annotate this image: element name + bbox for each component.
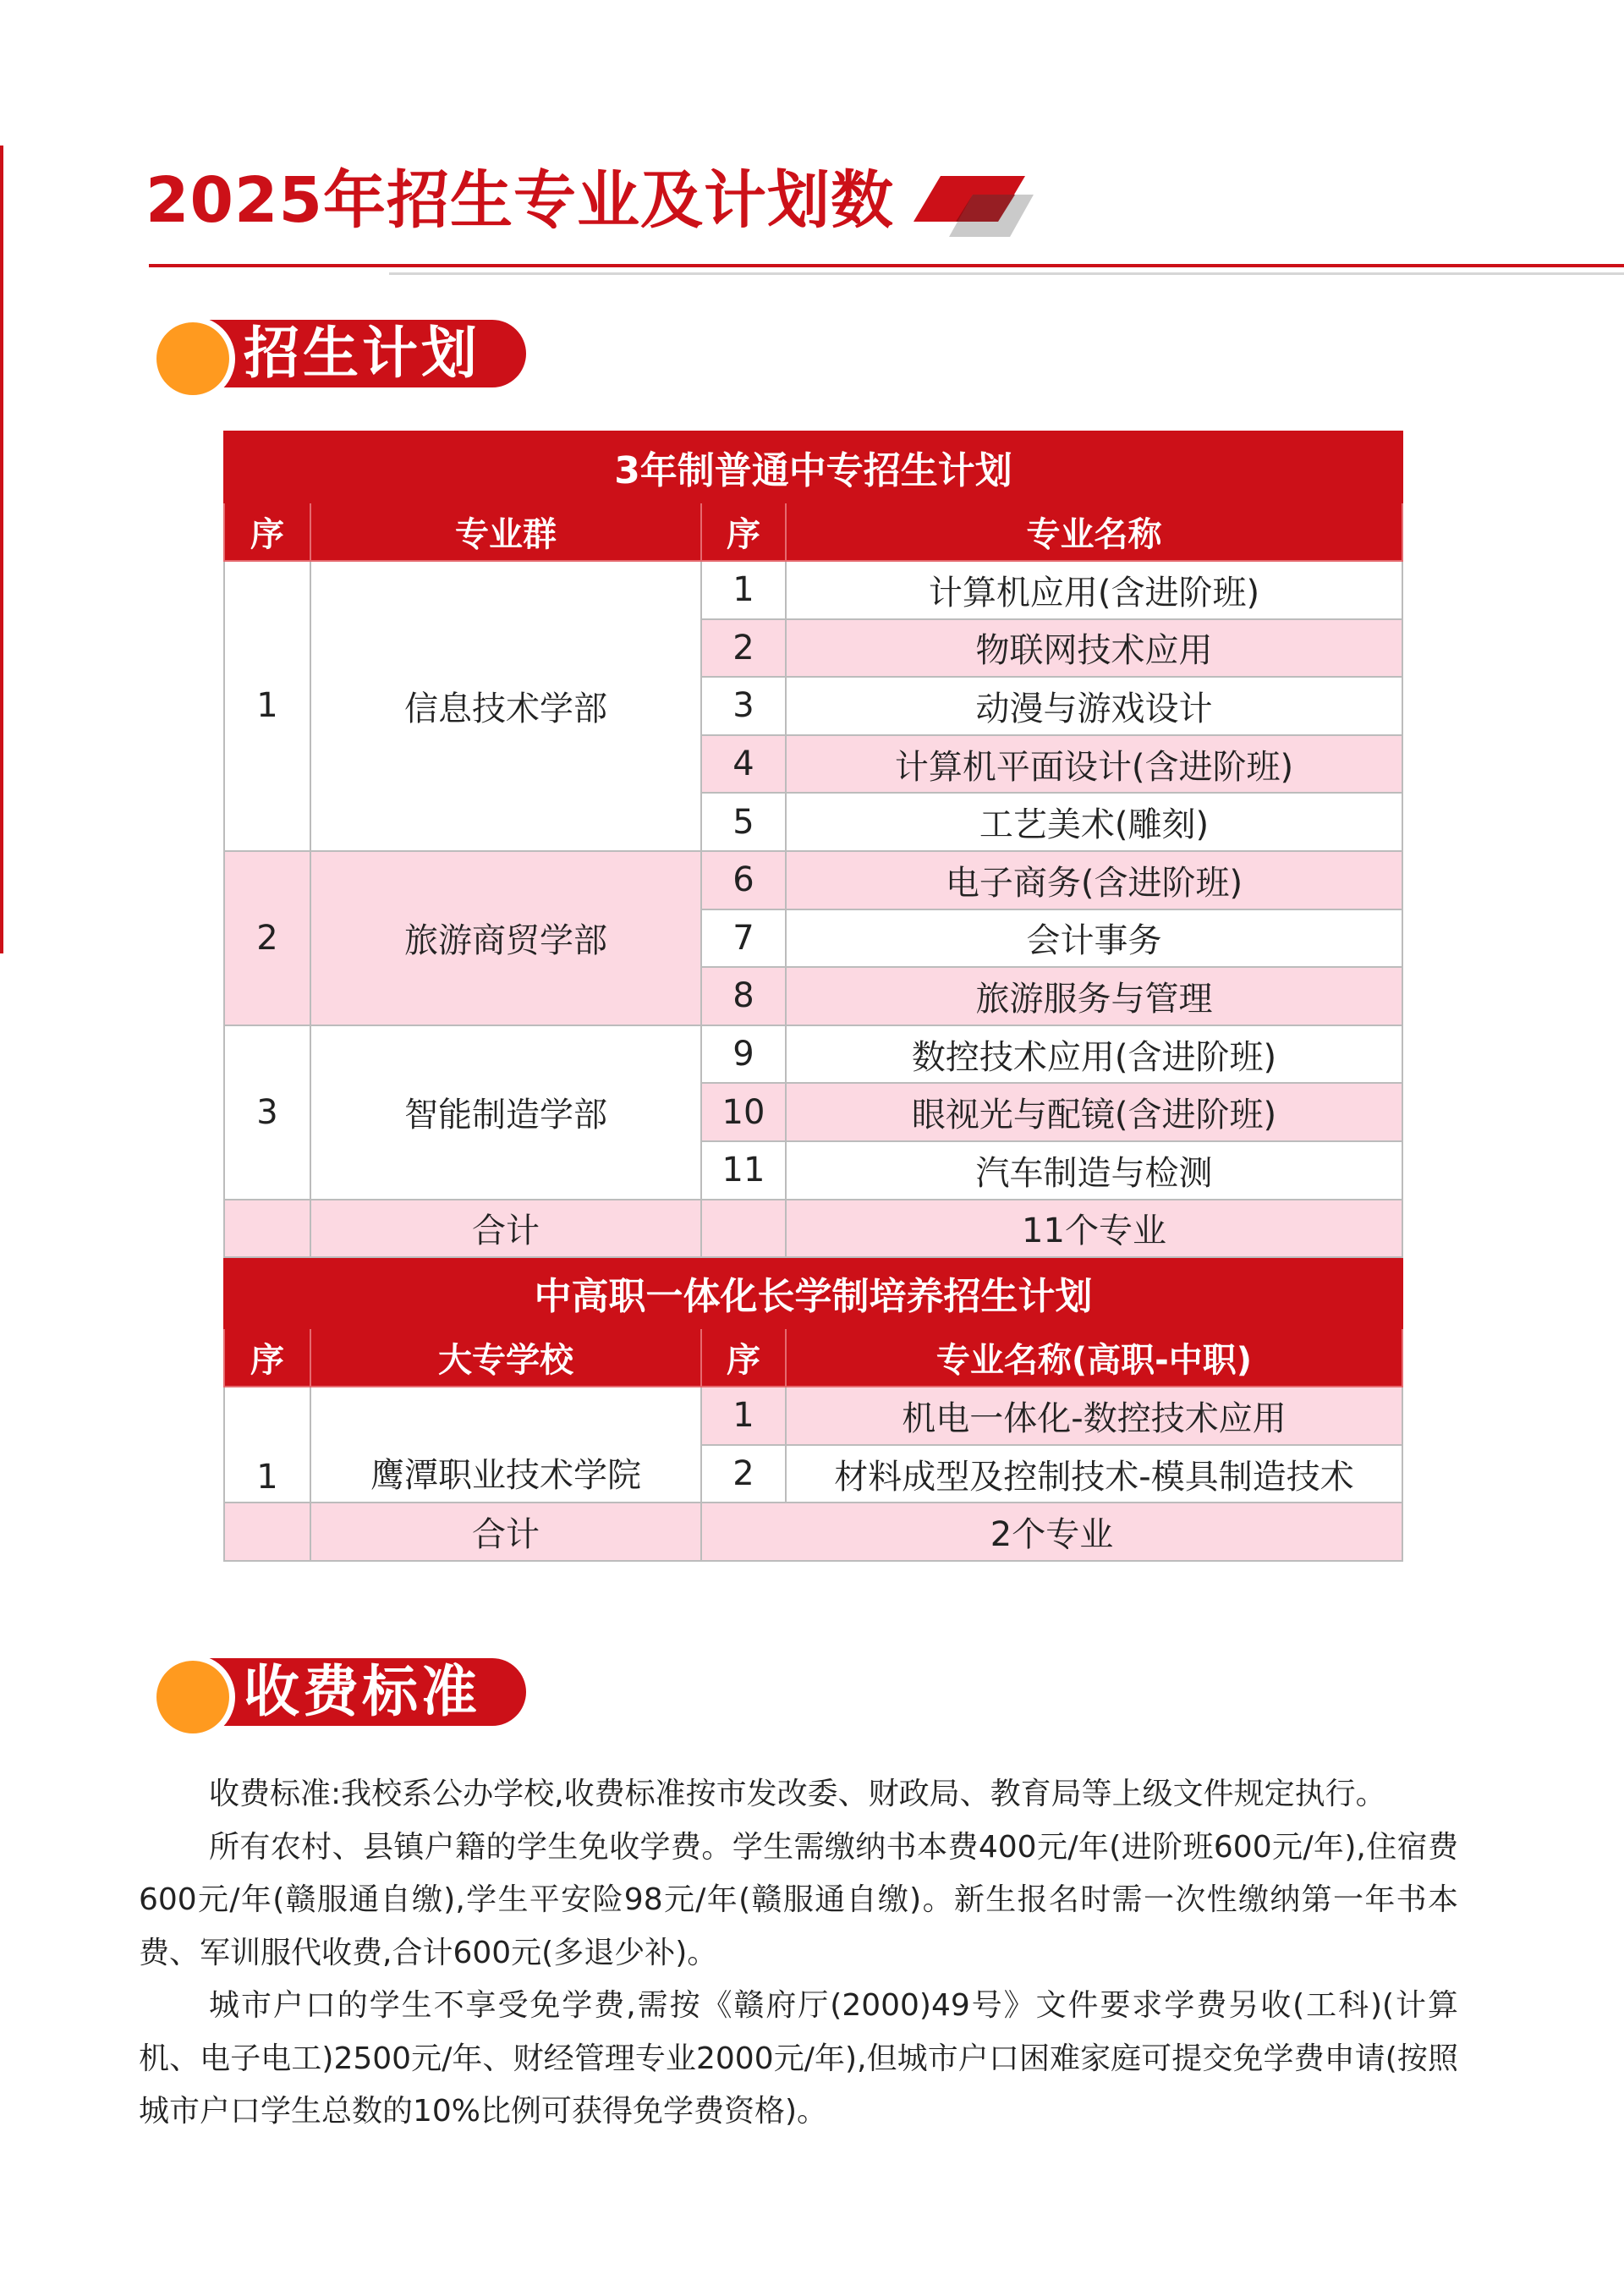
column-header: 序 (701, 503, 786, 561)
total-label: 合计 (310, 1200, 701, 1258)
enrollment-plan-table (223, 431, 1403, 1562)
major-name: 眼视光与配镜(含进阶班) (786, 1083, 1402, 1141)
fees-paragraph: 所有农村、县镇户籍的学生免收学费。学生需缴纳书本费400元/年(进阶班600元/年),住宿费600元/年(赣服通自缴),学生平安险98元/年(赣服通自缴)。新生报名时需一次性缴纳第一年书本费、军训服代收费,合计600元(多退少补)。 (139, 1829, 1458, 1970)
table2-title-row (224, 1257, 1402, 1328)
major-number: 9 (701, 1025, 786, 1084)
bullet-circle-icon (151, 1655, 235, 1739)
major-name: 电子商务(含进阶班) (786, 851, 1402, 909)
table2-header-row (224, 1328, 1402, 1387)
group-name: 旅游商贸学部 (310, 851, 701, 1025)
column-header: 专业群 (310, 503, 701, 561)
table1-total-row (224, 1200, 1402, 1258)
major-name: 机电一体化-数控技术应用 (786, 1387, 1402, 1445)
table-row (224, 1387, 1402, 1445)
major-name: 计算机平面设计(含进阶班) (786, 735, 1402, 794)
major-name: 会计事务 (786, 909, 1402, 968)
empty-cell (224, 1200, 310, 1258)
major-name: 动漫与游戏设计 (786, 677, 1402, 735)
table1-header-row (224, 503, 1402, 561)
major-number: 8 (701, 967, 786, 1025)
table-row (224, 851, 1402, 909)
bullet-circle-icon (151, 316, 235, 401)
major-number: 11 (701, 1141, 786, 1200)
title-underline-shadow (389, 272, 1624, 275)
major-number: 1 (701, 561, 786, 619)
major-number: 7 (701, 909, 786, 968)
title-underline (149, 264, 1624, 267)
group-name: 智能制造学部 (310, 1025, 701, 1200)
table1-title-row (224, 431, 1402, 503)
major-name: 旅游服务与管理 (786, 967, 1402, 1025)
empty-cell (701, 1200, 786, 1258)
major-name: 物联网技术应用 (786, 619, 1402, 678)
column-header: 序 (224, 503, 310, 561)
page-title: 2025年招生专业及计划数 (145, 164, 894, 237)
total-value: 2个专业 (701, 1503, 1402, 1561)
section-header-fees (145, 1650, 526, 1731)
table-row (224, 561, 1402, 619)
group-number: 3 (224, 1025, 310, 1200)
major-number: 1 (701, 1387, 786, 1445)
column-header: 序 (224, 1328, 310, 1387)
table2-total-row (224, 1503, 1402, 1561)
major-name: 计算机应用(含进阶班) (786, 561, 1402, 619)
school-number: 1 (224, 1387, 310, 1503)
major-name: 工艺美术(雕刻) (786, 793, 1402, 851)
table-row (224, 1025, 1402, 1084)
left-edge-rule (0, 146, 3, 953)
empty-cell (224, 1503, 310, 1561)
fees-paragraph: 城市户口的学生不享受免学费,需按《赣府厅(2000)49号》文件要求学费另收(工科)(计算机、电子电工)2500元/年、财经管理专业2000元/年),但城市户口困难家庭可提交免学费申请(按照城市户口学生总数的10%比例可获得免学费资格)。 (139, 1988, 1458, 2129)
group-number: 1 (224, 561, 310, 851)
major-name: 数控技术应用(含进阶班) (786, 1025, 1402, 1084)
total-value: 11个专业 (786, 1200, 1402, 1258)
fees-body (139, 1768, 1458, 2139)
major-number: 2 (701, 619, 786, 678)
fees-paragraph: 收费标准:我校系公办学校,收费标准按市发改委、财政局、教育局等上级文件规定执行。 (209, 1777, 1386, 1811)
section-title: 收费标准 (244, 1659, 480, 1724)
school-name: 鹰潭职业技术学院 (310, 1387, 701, 1503)
section-header-plan (145, 311, 526, 393)
title-parallelogram-icon (907, 176, 1034, 244)
group-name: 信息技术学部 (310, 561, 701, 851)
table1-title: 3年制普通中专招生计划 (224, 431, 1402, 503)
column-header: 大专学校 (310, 1328, 701, 1387)
major-number: 6 (701, 851, 786, 909)
column-header: 序 (701, 1328, 786, 1387)
major-number: 2 (701, 1445, 786, 1503)
section-title: 招生计划 (244, 321, 480, 386)
major-number: 4 (701, 735, 786, 794)
major-number: 3 (701, 677, 786, 735)
major-number: 10 (701, 1083, 786, 1141)
group-number: 2 (224, 851, 310, 1025)
total-label: 合计 (310, 1503, 701, 1561)
column-header: 专业名称 (786, 503, 1402, 561)
table2-title: 中高职一体化长学制培养招生计划 (224, 1257, 1402, 1328)
major-name: 汽车制造与检测 (786, 1141, 1402, 1200)
major-number: 5 (701, 793, 786, 851)
major-name: 材料成型及控制技术-模具制造技术 (786, 1445, 1402, 1503)
column-header: 专业名称(高职-中职) (786, 1328, 1402, 1387)
